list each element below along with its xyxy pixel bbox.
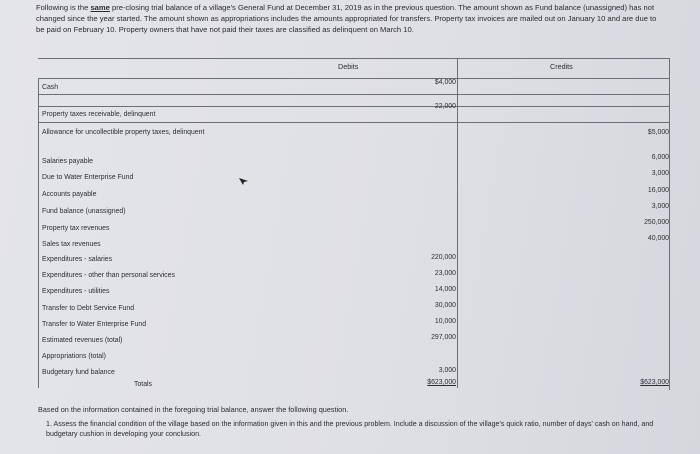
intro-text-rest: pre-closing trial balance of a village's General Fund at December 31, 2019 as in the previous question. The amount shown as Fund balance (unassigned) has not changed since the year started. The amount shown as appropriations includes the amounts appropriated for transfers. Property tax invoices are mailed out on January 10 and are due to be paid on February 10. Property owners that have not paid their taxes are classified as delinquent on March 10. bbox=[36, 3, 657, 35]
account-transfer-water: Transfer to Water Enterprise Fund bbox=[42, 321, 147, 328]
debit-transfer-debt-service: 30,000 bbox=[434, 302, 456, 309]
credit-due-to-water: 3,000 bbox=[651, 170, 669, 177]
account-accounts-payable: Accounts payable bbox=[42, 191, 97, 198]
trial-balance-table bbox=[38, 58, 670, 390]
debit-expenditures-other: 23,000 bbox=[434, 270, 456, 277]
debit-cash: $4,000 bbox=[434, 79, 456, 86]
debit-expenditures-utilities: 14,000 bbox=[434, 286, 456, 293]
mouse-pointer-icon bbox=[238, 176, 250, 186]
account-budgetary-fund-balance: Budgetary fund balance bbox=[42, 369, 115, 376]
debit-estimated-revenues: 297,000 bbox=[431, 334, 456, 341]
credit-salaries-payable: 6,000 bbox=[651, 154, 669, 161]
debit-property-taxes-receivable: 22,000 bbox=[434, 103, 456, 110]
debits-header: Debits bbox=[338, 62, 359, 71]
intro-paragraph bbox=[36, 2, 666, 36]
debit-transfer-water: 10,000 bbox=[434, 318, 456, 325]
total-debits: $623,000 bbox=[427, 379, 456, 386]
account-allowance: Allowance for uncollectible property taxes, delinquent bbox=[42, 129, 205, 136]
account-expenditures-salaries: Expenditures - salaries bbox=[42, 256, 113, 263]
credit-allowance: $5,000 bbox=[647, 129, 669, 136]
account-cash: Cash bbox=[42, 84, 59, 91]
debit-expenditures-salaries: 220,000 bbox=[431, 254, 456, 261]
credits-header: Credits bbox=[550, 62, 573, 71]
question-text: 1. Assess the financial condition of the village based on the information given in this and the previous problem. Include a discussion of the village's quick ratio, number of days' cash on hand, and budgetary cushion in developing your conclusion. bbox=[46, 420, 654, 438]
credit-accounts-payable: 16,000 bbox=[647, 187, 669, 194]
account-transfer-debt-service: Transfer to Debt Service Fund bbox=[42, 305, 135, 312]
account-sales-tax-revenues: Sales tax revenues bbox=[42, 241, 101, 248]
account-expenditures-utilities: Expenditures - utilities bbox=[42, 288, 110, 295]
account-property-taxes-receivable: Property taxes receivable, delinquent bbox=[42, 111, 156, 118]
credit-property-tax-revenues: 250,000 bbox=[644, 219, 669, 226]
debit-budgetary-fund-balance: 3,000 bbox=[438, 367, 456, 374]
account-property-tax-revenues: Property tax revenues bbox=[42, 225, 110, 232]
credit-fund-balance: 3,000 bbox=[651, 203, 669, 210]
intro-text-start: Following is the bbox=[36, 3, 91, 12]
account-appropriations: Appropriations (total) bbox=[42, 353, 106, 360]
account-due-to-water: Due to Water Enterprise Fund bbox=[42, 174, 134, 181]
account-expenditures-other: Expenditures - other than personal services bbox=[42, 272, 175, 279]
totals-label: Totals bbox=[134, 381, 152, 388]
account-fund-balance: Fund balance (unassigned) bbox=[42, 208, 126, 215]
account-salaries-payable: Salaries payable bbox=[42, 158, 93, 165]
credit-sales-tax-revenues: 40,000 bbox=[647, 235, 669, 242]
intro-emphasis: same bbox=[90, 3, 110, 12]
follow-up-instruction: Based on the information contained in the foregoing trial balance, answer the following question. bbox=[38, 405, 349, 414]
total-credits: $623,000 bbox=[640, 379, 669, 386]
account-estimated-revenues: Estimated revenues (total) bbox=[42, 337, 123, 344]
